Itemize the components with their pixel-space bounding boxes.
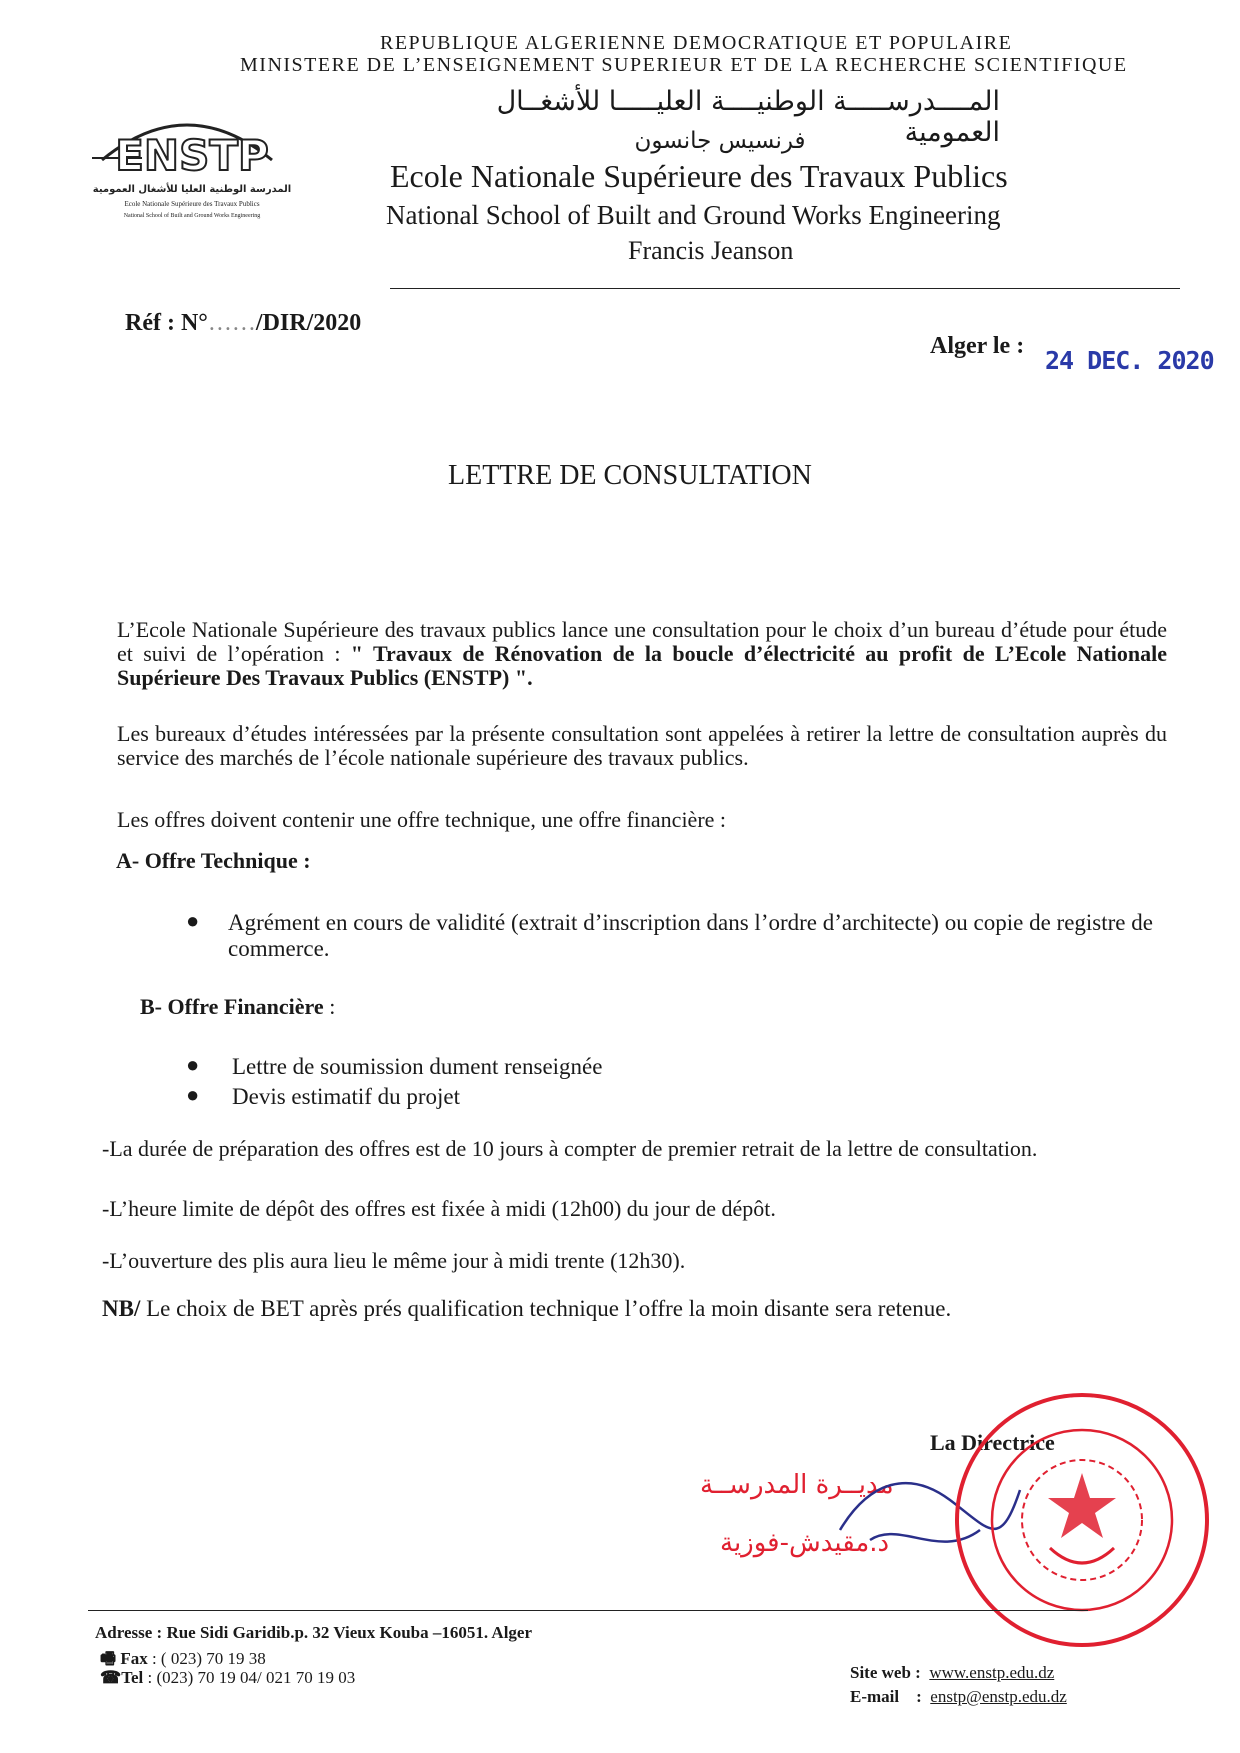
header-francis-jeanson: Francis Jeanson: [628, 236, 794, 265]
header-school-arabic: المــــدرســـــة الوطنيــــة العليـــــا للأشغــال العمومية: [496, 86, 1000, 148]
section-b-label: B- Offre Financière: [140, 994, 324, 1019]
email-link[interactable]: enstp@enstp.edu.dz: [930, 1687, 1067, 1706]
crescent-icon: [1050, 1548, 1114, 1563]
reference-value: ……: [207, 310, 256, 336]
header-ministry: MINISTERE DE L’ENSEIGNEMENT SUPERIEUR ET DE LA RECHERCHE SCIENTIFIQUE: [240, 54, 1128, 76]
section-b-colon: :: [323, 994, 336, 1019]
footer-tel: [100, 1668, 355, 1688]
date-stamp: 24 DEC. 2020: [1045, 346, 1214, 375]
header-republic: REPUBLIQUE ALGERIENNE DEMOCRATIQUE ET POPULAIRE: [380, 32, 1013, 54]
logo-arabic: المدرسة الوطنية العليا للأشغال العمومية: [92, 184, 292, 195]
condition-deadline: -L’heure limite de dépôt des offres est fixée à midi (12h00) du jour de dépôt.: [102, 1196, 776, 1221]
official-stamp: [950, 1388, 1214, 1652]
site-label: Site web :: [850, 1663, 921, 1682]
paragraph-retrieval: Les bureaux d’études intéressées par la présente consultation sont appelées à retirer la lettre de consultation auprès du service des marchés de l’école nationale supérieure des travaux publics.: [117, 721, 1167, 770]
logo-english: National School of Built and Ground Works Engineering: [123, 213, 261, 219]
header-francis-jeanson-arabic: فرنسيس جانسون: [634, 128, 806, 154]
section-b-item: Devis estimatif du projet: [232, 1084, 461, 1109]
intro-text: L’Ecole Nationale Supérieure des travaux publics lance une consultation pour le choix d’un bureau d’étude pour étude et suivi de l’opération :: [117, 617, 1167, 666]
reference-number: [125, 310, 361, 337]
reference-label: Réf : N°: [125, 310, 208, 336]
section-a-item: Agrément en cours de validité (extrait d’inscription dans l’ordre d’architecte) ou copie de registre de commerce.: [228, 910, 1153, 961]
footer-address: Adresse : Rue Sidi Garidib.p. 32 Vieux Kouba –16051. Alger: [95, 1623, 533, 1642]
nb-label: NB/: [102, 1296, 141, 1321]
paragraph-intro: [117, 618, 1167, 690]
logo-french: Ecole Nationale Supérieure des Travaux Publics: [124, 200, 260, 208]
reference-suffix: /DIR/2020: [255, 310, 362, 336]
signatory-role-arabic: مديــرة المدرســة: [700, 1470, 894, 1500]
section-a-title: A- Offre Technique :: [116, 848, 311, 873]
signatory-name-arabic: د.مقيدش-فوزية: [720, 1528, 890, 1558]
fax-number: : ( 023) 70 19 38: [147, 1649, 266, 1668]
phone-icon: ☎: [100, 1668, 122, 1687]
nb-text: Le choix de BET après prés qualification technique l’offre la moin disante sera retenue.: [140, 1296, 952, 1321]
logo-acronym: ENSTP: [115, 131, 269, 180]
header-divider: [390, 288, 1180, 289]
email-label: E-mail: [850, 1687, 900, 1706]
document-title: LETTRE DE CONSULTATION: [448, 460, 812, 491]
condition-opening: -L’ouverture des plis aura lieu le même jour à midi trente (12h30).: [102, 1248, 686, 1273]
bullet-icon: ●: [186, 1082, 200, 1107]
footer-divider: [88, 1610, 1088, 1611]
intro-operation: " Travaux de Rénovation de la boucle d’électricité au profit de L’Ecole Nationale Supérieure Des Travaux Publics (ENSTP) ".: [117, 641, 1168, 690]
condition-duration: -La durée de préparation des offres est de 10 jours à compter de premier retrait de la lettre de consultation.: [102, 1136, 1038, 1161]
section-b-title: [140, 994, 335, 1020]
star-icon: [1048, 1473, 1116, 1538]
bullet-icon: ●: [186, 908, 200, 933]
footer-email: E-mail : enstp@enstp.edu.dz: [850, 1687, 1067, 1706]
site-link[interactable]: www.enstp.edu.dz: [929, 1663, 1055, 1682]
tel-number: : (023) 70 19 04/ 021 70 19 03: [143, 1668, 356, 1687]
date-label: Alger le :: [930, 333, 1025, 359]
section-b-item: Lettre de soumission dument renseignée: [232, 1054, 603, 1079]
tel-label: Tel: [121, 1668, 144, 1687]
note-nb: [102, 1296, 951, 1322]
bullet-icon: ●: [186, 1052, 200, 1077]
header-school-french: Ecole Nationale Supérieure des Travaux Publics: [390, 158, 1008, 194]
header-school-english: National School of Built and Ground Works Engineering: [386, 200, 1001, 230]
fax-label: Fax: [120, 1649, 148, 1668]
enstp-logo: [82, 100, 292, 230]
signatory-title: La Directrice: [930, 1430, 1055, 1455]
fax-icon: 🖷: [100, 1649, 121, 1668]
paragraph-offers: Les offres doivent contenir une offre technique, une offre financière :: [117, 807, 727, 832]
footer-website: [850, 1663, 1054, 1683]
